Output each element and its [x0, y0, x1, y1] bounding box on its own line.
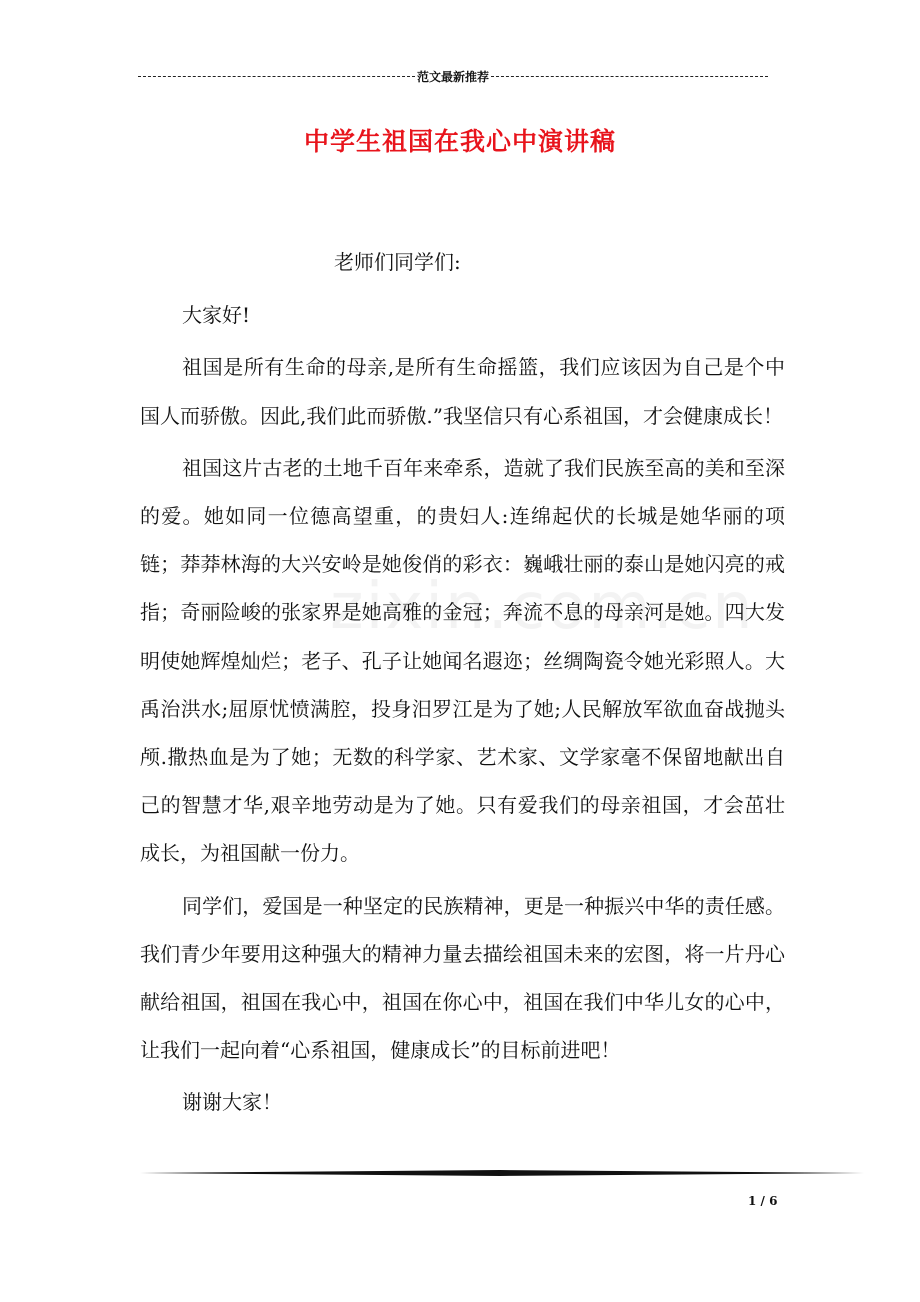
page-header — [138, 66, 768, 86]
paragraph-greeting: 大家好! — [182, 303, 251, 328]
header-label: 范文最新推荐 — [417, 69, 490, 84]
header-dash-left — [138, 76, 415, 77]
page-number: 1 / 6 — [748, 1194, 778, 1208]
document-body — [140, 238, 785, 1131]
paragraph-closing: 谢谢大家！ — [182, 1090, 282, 1115]
footer-divider — [140, 1166, 864, 1180]
paragraph-2: 祖国这片古老的土地千百年来牵系，造就了我们民族至高的美和至深的爱。她如同一位德高望重，的贵妇人:连绵起伏的长城是她华丽的项链；莽莽林海的大兴安岭是她俊俏的彩衣：巍峨壮丽的泰山是她闪亮的戒指；奇丽险峻的张家界是她高雅的金冠；奔流不息的母亲河是她。四大发明使她辉煌灿烂；老子、孔子让她闻名遐迩；丝绸陶瓷令她光彩照人。大禹治洪水;屈原忧愤满腔，投身汨罗江是为了她;人民解放军欲血奋战抛头颅.撒热血是为了她；无数的科学家、艺术家、文学家毫不保留地献出自己的智慧才华,艰辛地劳动是为了她。只有爱我们的母亲祖国，才会茁壮成长，为祖国献一份力。 — [140, 455, 785, 866]
salutation: 老师们同学们: — [334, 250, 461, 274]
paragraph-3: 同学们，爱国是一种坚定的民族精神，更是一种振兴中华的责任感。我们青少年要用这种强大的精神力量去描绘祖国未来的宏图，将一片丹心献给祖国，祖国在我心中，祖国在你心中，祖国在我们中华儿女的心中，让我们一起向着“心系祖国，健康成长”的目标前进吧！ — [140, 893, 785, 1063]
header-dash-right — [491, 76, 768, 77]
paragraph-1: 祖国是所有生命的母亲,是所有生命摇篮，我们应该因为自己是个中国人而骄傲。因此,我们此而骄傲.”我坚信只有心系祖国，才会健康成长！ — [140, 355, 785, 428]
document-title: 中学生祖国在我心中演讲稿 — [303, 127, 616, 156]
